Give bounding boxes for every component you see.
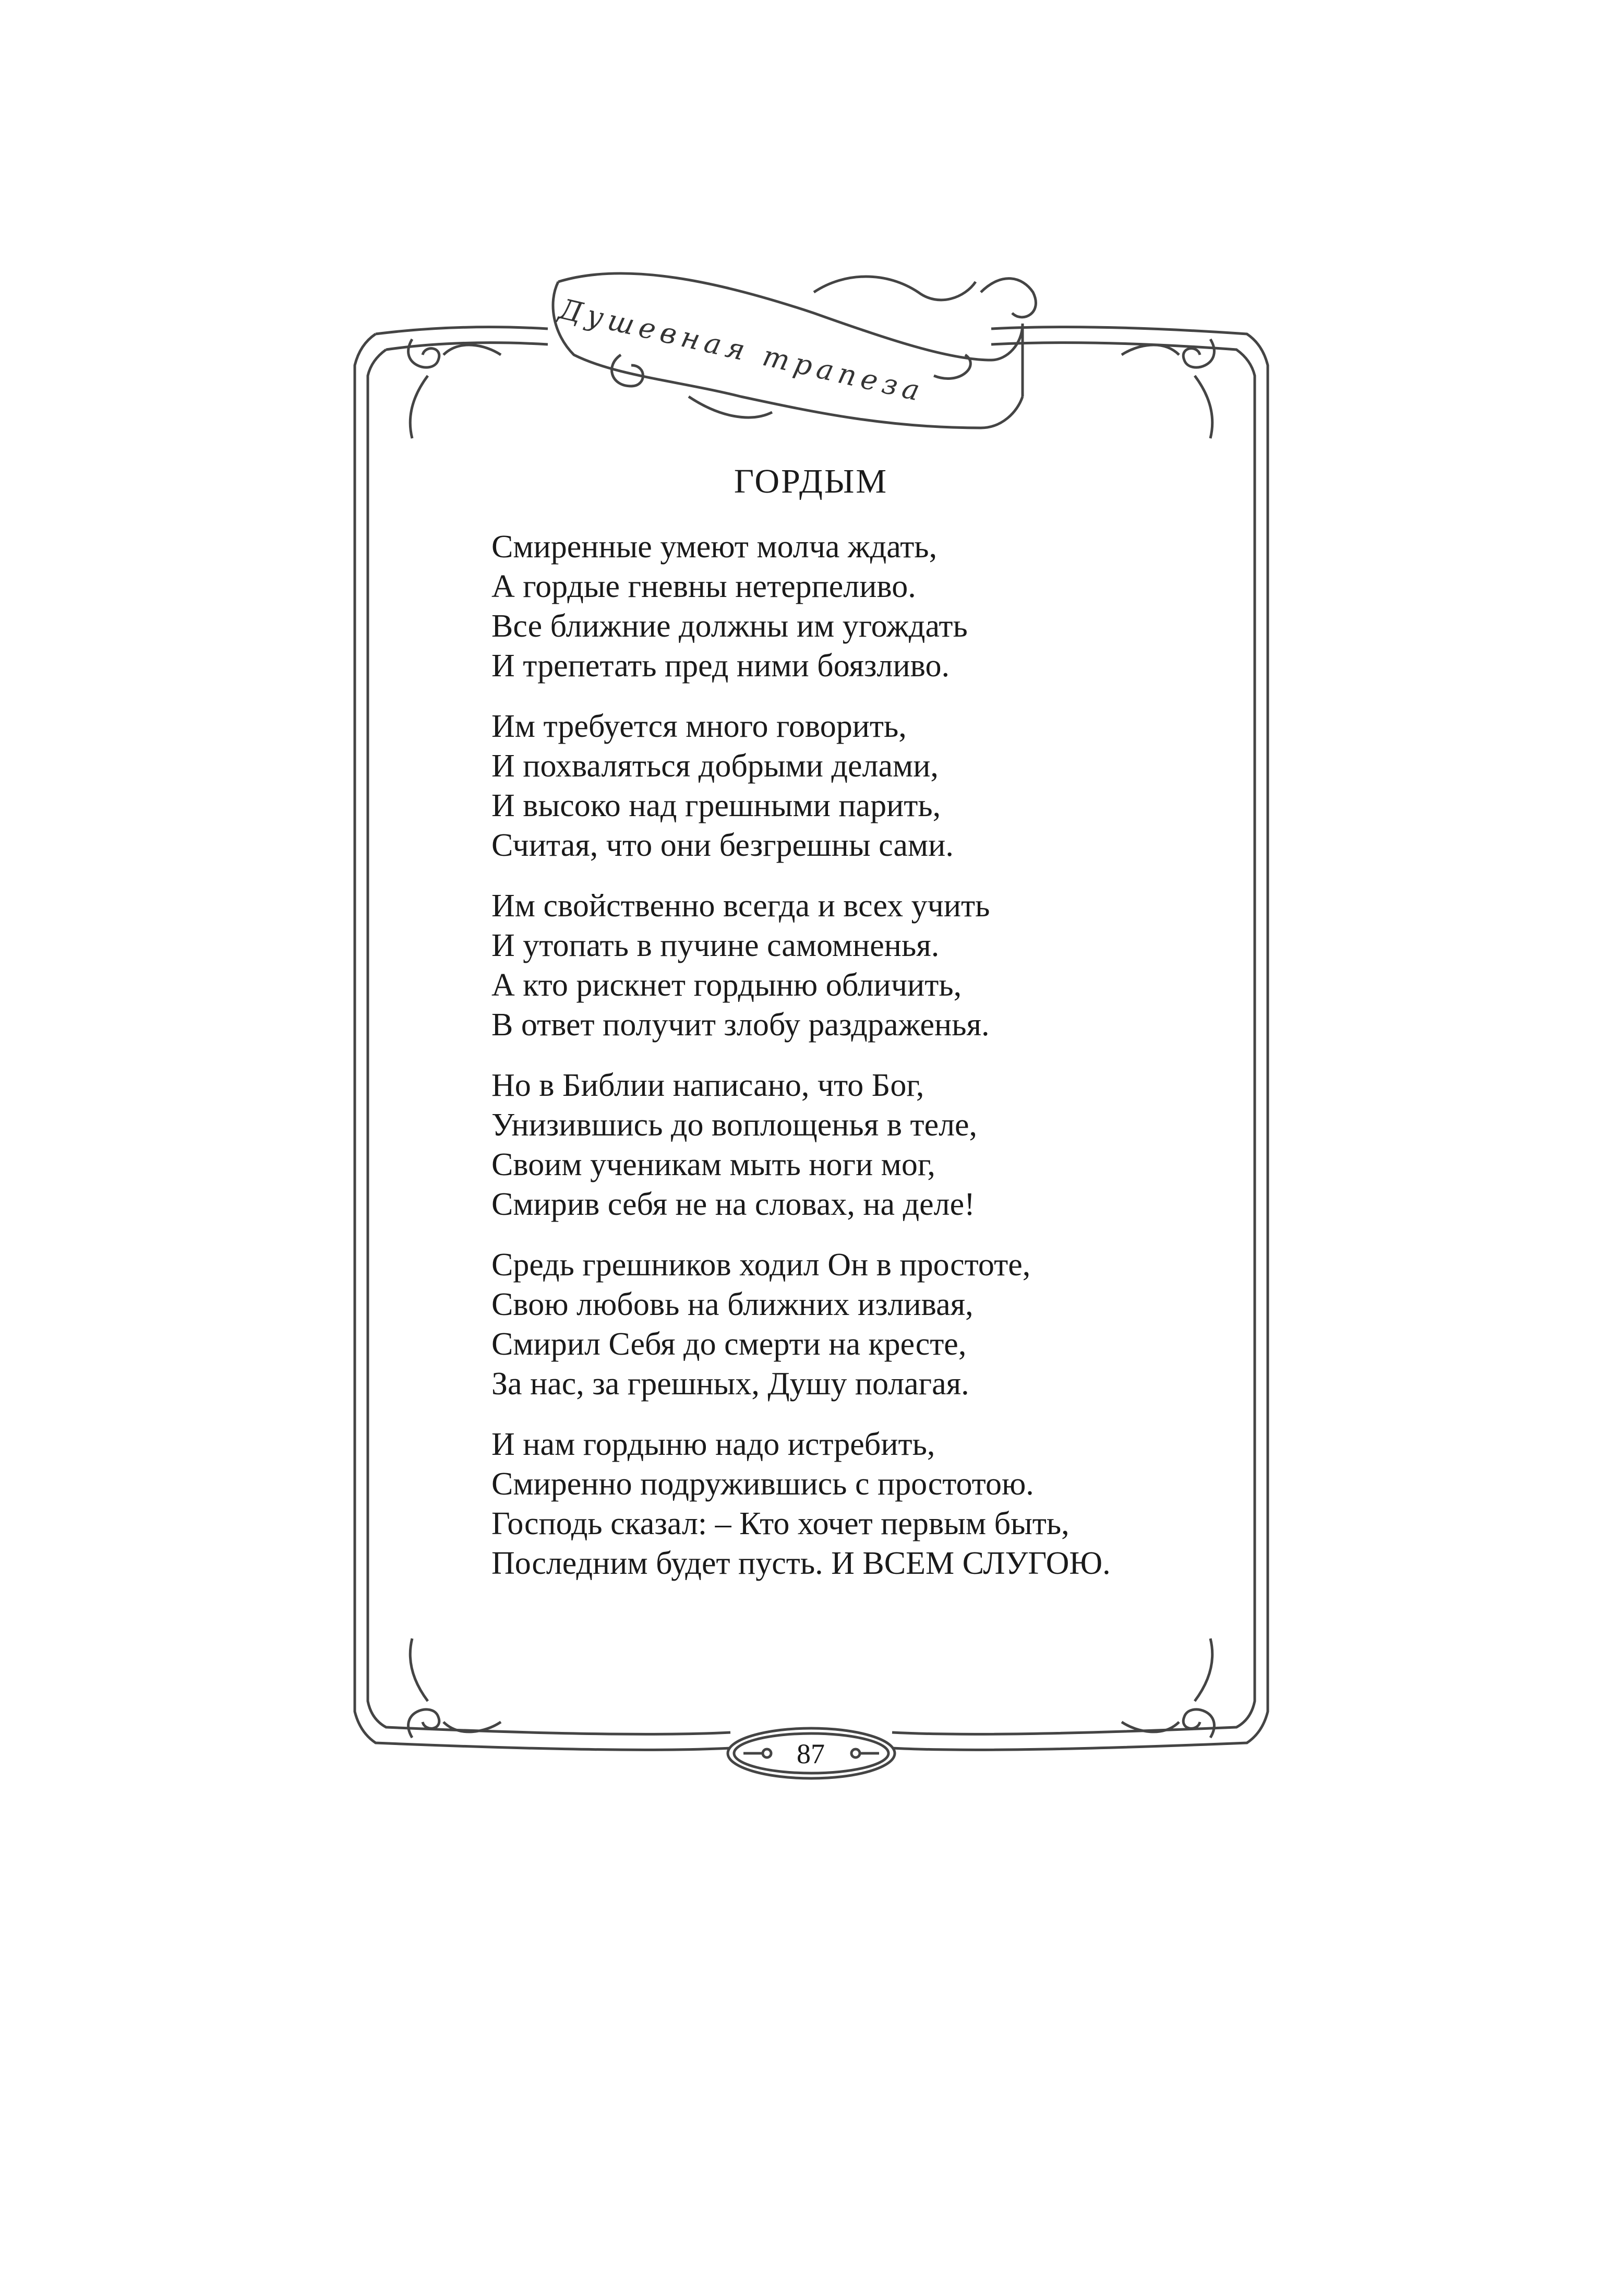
corner-swirl-top-right xyxy=(1122,339,1214,438)
stanza-2 xyxy=(491,707,1326,865)
section-banner-label: Душевная трапеза xyxy=(556,292,928,409)
poem-line: За нас, за грешных, Душу полагая. xyxy=(491,1366,969,1402)
poem-line: Все ближние должны им угождать xyxy=(491,608,968,644)
poem-line: И похваляться добрыми делами, xyxy=(491,748,939,784)
poem-line: Средь грешников ходил Он в простоте, xyxy=(491,1247,1031,1283)
poem-line: Им свойственно всегда и всех учить xyxy=(491,888,990,924)
poem-line: И утопать в пучине самомненья. xyxy=(491,928,940,963)
poem-line: Унизившись до воплощенья в теле, xyxy=(491,1107,978,1143)
poem-line: Последним будет пусть. И ВСЕМ СЛУГОЮ. xyxy=(491,1546,1111,1581)
poem-line: И трепетать пред ними боязливо. xyxy=(491,648,950,684)
stanza-6 xyxy=(491,1425,1326,1583)
poem-line: Смиренные умеют молча ждать, xyxy=(491,529,938,565)
poem-line: И высоко над грешными парить, xyxy=(491,788,941,823)
poem-line: Своим ученикам мыть ноги мог, xyxy=(491,1147,935,1182)
poem-line: Свою любовь на ближних изливая, xyxy=(491,1287,974,1322)
poem-line: В ответ получит злобу раздраженья. xyxy=(491,1007,990,1043)
corner-swirl-bottom-left xyxy=(408,1639,501,1738)
corner-swirl-bottom-right xyxy=(1122,1639,1214,1738)
poem-line: Смирив себя не на словах, на деле! xyxy=(491,1187,975,1222)
corner-swirl-top-left xyxy=(408,339,501,438)
poem-title: ГОРДЫМ xyxy=(734,462,888,500)
poem-line: Им требуется много говорить, xyxy=(491,709,907,744)
poem-line: А кто рискнет гордыню обличить, xyxy=(491,967,962,1003)
poem-line: Смирил Себя до смерти на кресте, xyxy=(491,1326,967,1362)
poem-line: Смиренно подружившись с простотою. xyxy=(491,1466,1034,1502)
stanza-3 xyxy=(491,886,1326,1045)
poem-line: А гордые гневны нетерпеливо. xyxy=(491,569,916,604)
page-number: 87 xyxy=(797,1738,825,1769)
stanza-5 xyxy=(491,1245,1326,1404)
poem-line: Господь сказал: – Кто хочет первым быть, xyxy=(491,1506,1070,1541)
poem-line: Но в Библии написано, что Бог, xyxy=(491,1068,924,1103)
stanza-1 xyxy=(491,527,1326,686)
poem-line: И нам гордыню надо истребить, xyxy=(491,1427,935,1462)
stanza-4 xyxy=(491,1066,1326,1224)
poem-line: Считая, что они безгрешны сами. xyxy=(491,828,954,863)
poem-body xyxy=(491,527,1326,1604)
